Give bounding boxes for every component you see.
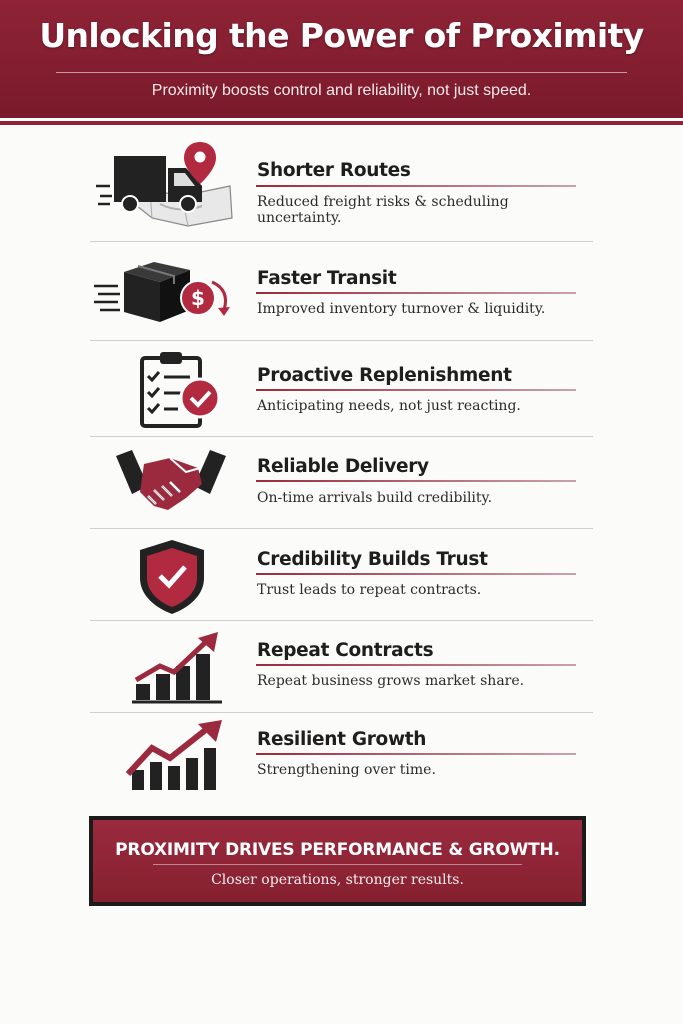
item-description: Anticipating needs, not just reacting. xyxy=(257,398,521,414)
list-item-credibility-builds-trust xyxy=(90,536,593,620)
list-item-shorter-routes xyxy=(90,140,593,240)
item-title: Shorter Routes xyxy=(257,160,411,181)
item-title: Credibility Builds Trust xyxy=(257,549,488,570)
section-divider xyxy=(90,712,593,713)
handshake-icon xyxy=(90,442,240,532)
item-rule xyxy=(256,664,576,666)
trend-arrow-up-icon xyxy=(90,718,240,808)
item-rule xyxy=(256,185,576,187)
section-divider xyxy=(90,340,593,341)
list-item-proactive-replenishment xyxy=(90,348,593,436)
item-title: Resilient Growth xyxy=(257,729,427,750)
footer-subtitle: Closer operations, stronger results. xyxy=(211,872,464,888)
footer-banner xyxy=(89,816,586,906)
item-description: Trust leads to repeat contracts. xyxy=(257,582,482,598)
header-accent-stripe xyxy=(0,121,683,125)
header-banner xyxy=(0,0,683,118)
section-divider xyxy=(90,436,593,437)
footer-panel xyxy=(93,820,582,902)
page-title: Unlocking the Power of Proximity xyxy=(39,16,644,55)
clipboard-checklist-icon xyxy=(90,348,240,438)
item-rule xyxy=(256,389,576,391)
item-title: Faster Transit xyxy=(257,268,397,289)
page-subtitle: Proximity boosts control and reliability, not just speed. xyxy=(151,82,532,99)
box-dollar-icon xyxy=(90,252,240,342)
item-rule xyxy=(256,753,576,755)
item-description: On-time arrivals build credibility. xyxy=(257,490,493,506)
list-item-faster-transit xyxy=(90,252,593,340)
section-divider xyxy=(90,620,593,621)
item-description: Improved inventory turnover & liquidity. xyxy=(257,301,546,317)
item-rule xyxy=(256,480,576,482)
item-rule xyxy=(256,292,576,294)
list-item-reliable-delivery xyxy=(90,442,593,528)
footer-title: PROXIMITY DRIVES PERFORMANCE & GROWTH. xyxy=(115,840,560,860)
item-description: Repeat business grows market share. xyxy=(257,673,525,689)
item-title: Repeat Contracts xyxy=(257,640,434,661)
header-divider xyxy=(56,72,627,73)
item-title: Reliable Delivery xyxy=(257,456,429,477)
bar-chart-growth-icon xyxy=(90,628,240,718)
section-divider xyxy=(90,241,593,242)
footer-divider xyxy=(153,864,522,865)
shield-check-icon xyxy=(90,536,240,626)
list-item-resilient-growth xyxy=(90,718,593,802)
list-item-repeat-contracts xyxy=(90,628,593,712)
delivery-truck-map-icon xyxy=(90,140,240,230)
section-divider xyxy=(90,528,593,529)
item-title: Proactive Replenishment xyxy=(257,365,512,386)
item-rule xyxy=(256,573,576,575)
svg-text:$: $ xyxy=(191,286,205,310)
item-description: Strengthening over time. xyxy=(257,762,436,778)
item-description: Reduced freight risks & scheduling uncertainty. xyxy=(257,194,509,226)
